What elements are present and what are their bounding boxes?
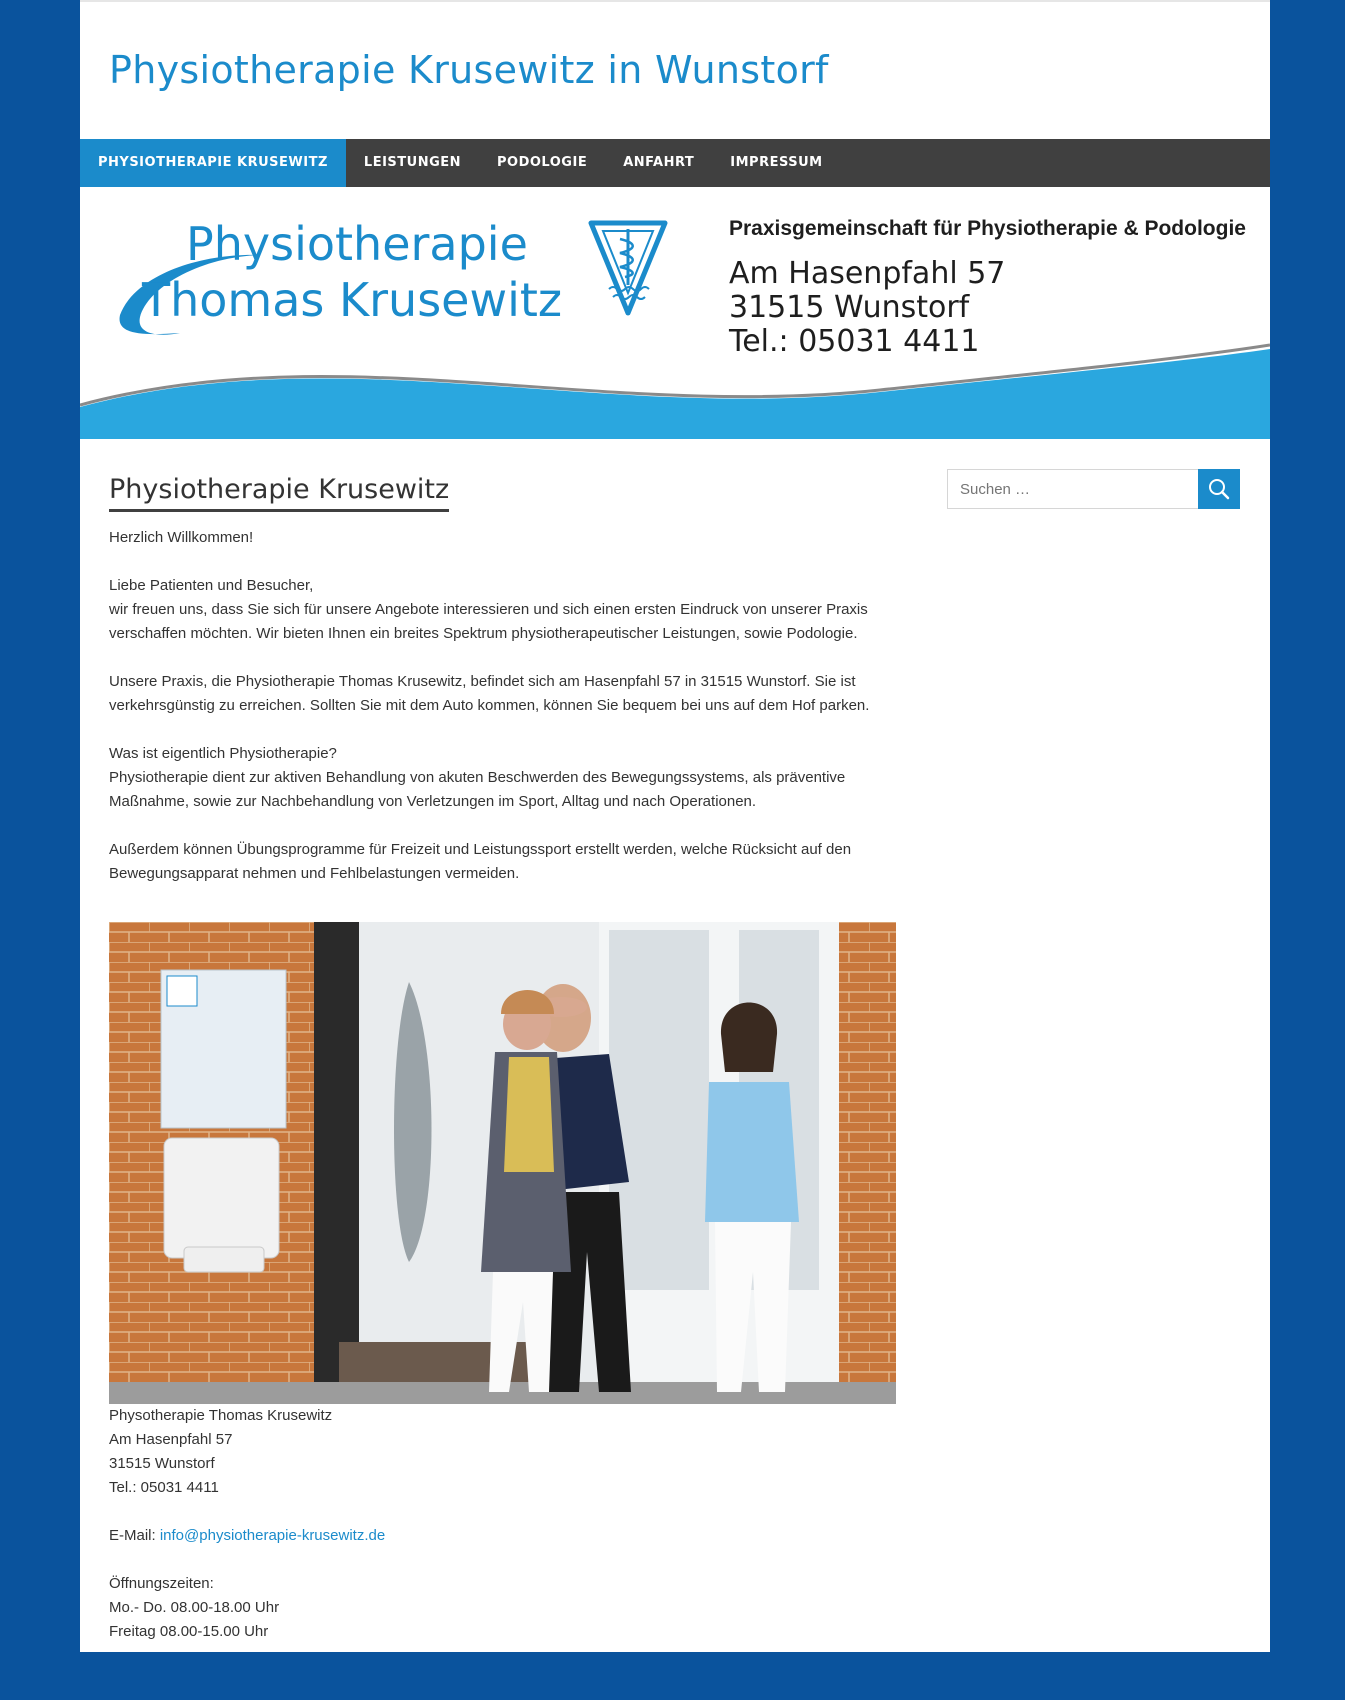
- contact-phone: Tel.: 05031 4411: [109, 1479, 219, 1496]
- answer-line-2: Maßnahme, sowie zur Nachbehandlung von Verletzungen im Sport, Alltag und nach Operationen.: [109, 793, 757, 810]
- greeting-text: Liebe Patienten und Besucher,: [109, 577, 314, 594]
- banner-address-city: 31515 Wunstorf: [729, 290, 970, 325]
- main-navigation: [80, 139, 1270, 187]
- extra-line-1: Außerdem können Übungsprogramme für Freizeit und Leistungssport erstellt werden, welche Rücksicht auf den: [109, 841, 852, 858]
- nav-item-impressum[interactable]: IMPRESSUM: [730, 155, 823, 170]
- email-link[interactable]: info@physiotherapie-krusewitz.de: [159, 1527, 386, 1544]
- banner-address-street: Am Hasenpfahl 57: [729, 256, 1006, 291]
- search-form: [947, 469, 1240, 509]
- question-text: Was ist eigentlich Physiotherapie?: [109, 745, 337, 762]
- search-button[interactable]: [1198, 469, 1240, 509]
- search-icon: [1198, 469, 1240, 509]
- banner-title-physiotherapie: Physiotherapie: [186, 217, 528, 271]
- contact-name: Physotherapie Thomas Krusewitz: [109, 1407, 333, 1424]
- opening-hours-title: Öffnungszeiten:: [109, 1575, 214, 1592]
- nav-item-anfahrt[interactable]: ANFAHRT: [623, 155, 695, 170]
- header-banner: [80, 187, 1270, 439]
- extra-line-2: Bewegungsapparat nehmen und Fehlbelastungen vermeiden.: [109, 865, 520, 882]
- email-label: E-Mail:: [109, 1527, 156, 1544]
- email-line: [109, 1524, 909, 1548]
- banner-practice-heading: Praxisgemeinschaft für Physiotherapie & Podologie: [729, 217, 1246, 240]
- page-title: Physiotherapie Krusewitz: [109, 474, 449, 512]
- opening-hours-weekdays: Mo.- Do. 08.00-18.00 Uhr: [109, 1599, 280, 1616]
- nav-item-podologie[interactable]: PODOLOGIE: [497, 155, 588, 170]
- contact-city: 31515 Wunstorf: [109, 1455, 215, 1472]
- main-content: [109, 474, 909, 1644]
- intro-line-1: wir freuen uns, dass Sie sich für unsere Angebote interessieren und sich einen ersten Eindruck von unserer Praxis: [109, 601, 868, 618]
- intro-line-2: verschaffen möchten. Wir bieten Ihnen ein breites Spektrum physiotherapeutischer Leistungen, sowie Podologie.: [109, 625, 858, 642]
- site-title[interactable]: Physiotherapie Krusewitz in Wunstorf: [109, 48, 829, 92]
- search-input[interactable]: [947, 469, 1199, 509]
- location-line-2: verkehrsgünstig zu erreichen. Sollten Sie mit dem Auto kommen, können Sie bequem bei uns auf dem Hof parken.: [109, 697, 870, 714]
- team-photo: [109, 922, 896, 1404]
- opening-hours-friday: Freitag 08.00-15.00 Uhr: [109, 1623, 269, 1640]
- answer-line-1: Physiotherapie dient zur aktiven Behandlung von akuten Beschwerden des Bewegungssystems, als präventive: [109, 769, 846, 786]
- nav-item-leistungen[interactable]: LEISTUNGEN: [363, 155, 462, 170]
- nav-item-physiotherapie-krusewitz[interactable]: PHYSIOTHERAPIE KRUSEWITZ: [80, 139, 346, 187]
- location-line-1: Unsere Praxis, die Physiotherapie Thomas Krusewitz, befindet sich am Hasenpfahl 57 in 31515 Wunstorf. Sie ist: [109, 673, 856, 690]
- contact-street: Am Hasenpfahl 57: [109, 1431, 233, 1448]
- banner-phone: Tel.: 05031 4411: [729, 324, 980, 359]
- banner-title-name: Thomas Krusewitz: [142, 273, 563, 327]
- caduceus-triangle-logo-icon: [587, 219, 669, 319]
- welcome-text: Herzlich Willkommen!: [109, 529, 254, 546]
- page-container: [80, 0, 1270, 1652]
